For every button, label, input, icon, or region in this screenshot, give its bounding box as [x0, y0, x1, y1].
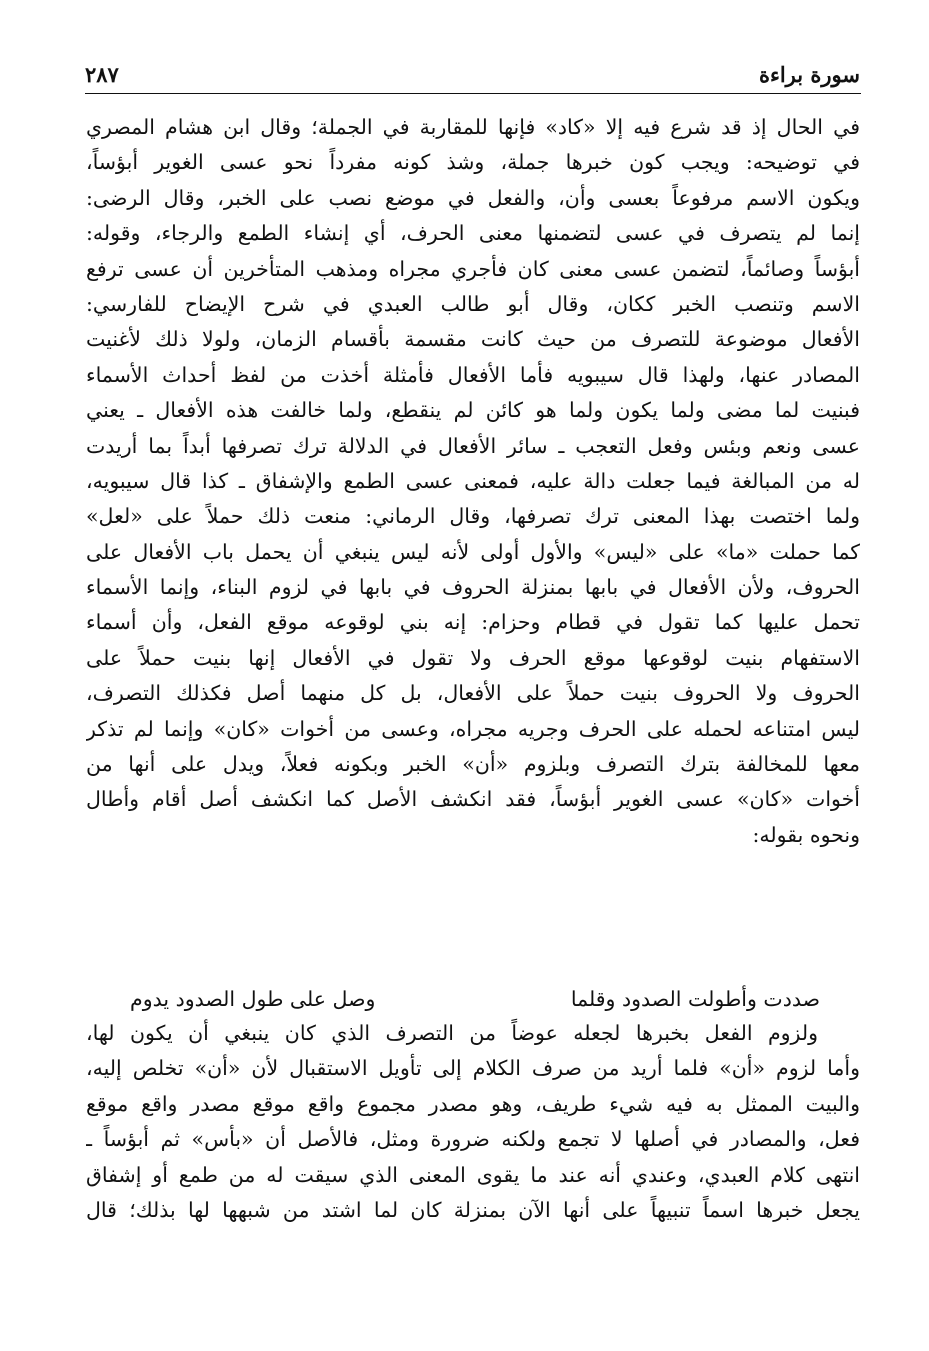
text-line: ولما اختصت بهذا المعنى ترك تصرفها، وقال الرماني: منعت ذلك حملاً على «لعل»: [86, 504, 860, 529]
text-line: الأفعال موضوعة للتصرف من حيث كانت مقسمة بأقسام الزمان، ولولا ذلك لأغنيت: [86, 327, 860, 352]
text-line: ونحوه بقوله:: [752, 822, 860, 847]
text-line: انتهى كلام العبدي، وعندي أنه عند ما يقوى المعنى الذي سيقت له من طمع أو إشفاق: [86, 1162, 860, 1187]
text-line: الحروف ولا الحروف بنيت حملاً على الأفعال، بل كل منهما أصل فكذلك التصرف،: [86, 681, 860, 706]
page-header: [85, 62, 860, 92]
running-title: سورة براءة: [758, 62, 860, 87]
text-line: فبنيت لما مضى ولما يكون ولما هو كائن لم ينقطع، ولما خالفت هذه الأفعال ـ يعني: [86, 398, 860, 423]
text-line: أبؤساً وصائماً، لتضمن عسى معنى كان فأجري مجراه ومذهب المتأخرين أن عسى ترفع: [86, 256, 860, 281]
verse-first-hemistich: صددت وأطولت الصدود وقلما: [570, 987, 820, 1011]
text-line: الحروف، ولأن الأفعال في بابها بمنزلة الحروف في بابها في لزوم البناء، وإنما الأسماء: [86, 575, 860, 600]
text-line: إنما لم يتصرف في عسى لتضمنها معنى الحرف، أي إنشاء الطمع والرجاء، وقوله:: [86, 221, 860, 246]
paragraph-2: [86, 1016, 860, 1228]
poetry-verse: [130, 981, 820, 1017]
text-line: المصادر عنها، ولهذا قال سيبويه فأما الأفعال فأمثلة أخذت من لفظ أحداث الأسماء: [86, 362, 860, 387]
text-line: في توضيحه: ويجب كون خبرها جملة، وشذ كونه مفرداً نحو عسى الغوير أبؤساً،: [86, 150, 860, 175]
text-line: في الحال إذ قد شرع فيه إلا «كاد» فإنها للمقاربة في الجملة؛ وقال ابن هشام المصري: [86, 115, 860, 139]
text-line: تحمل عليها كما تقول في قطام وحزام: إنه بني لوقوعه موقع الفعل، وأن أسماء: [86, 610, 860, 635]
text-line: والبيت الممثل به فيه شيء طريف، وهو مصدر مجموع واقع موقع مصدر واقع موقع: [86, 1091, 860, 1116]
text-line: فعل، والمصادر في أصلها لا تجمع ولكنه ضرورة ومثل، فالأصل أن «بأس» ثم أبؤساً ـ: [86, 1127, 860, 1152]
text-line: ليس امتناعه لحمله على الحرف وجريه مجراه، وعسى من أخوات «كان» وإنما لم تذكر: [86, 716, 860, 741]
text-line: الاستفهام بنيت لوقوعها موقع الحرف ولا تقول في الأفعال إنها بنيت حملاً على: [86, 645, 860, 670]
text-line: له من المبالغة فيما جعلت دالة عليه، فمعنى عسى الطمع والإشفاق ـ كذا قال سيبويه،: [86, 468, 860, 493]
page-number: ٢٨٧: [85, 62, 119, 87]
text-line: ولزوم الفعل بخبرها لجعله عوضاً من التصرف الذي كان ينبغي أن يكون لها،: [86, 1021, 818, 1045]
header-rule: [85, 93, 861, 94]
verse-second-hemistich: وصل على طول الصدود يدوم: [130, 987, 376, 1011]
text-line: عسى ونعم وبئس وفعل التعجب ـ سائر الأفعال في الدلالة ترك تصرفها أبداً بما أريدت: [86, 433, 860, 458]
text-line: أخوات «كان» عسى الغوير أبؤساً، فقد انكشف الأصل كما انكشف أصل أقام وأطال: [86, 787, 860, 812]
text-line: معها للمخالفة بترك التصرف وبلزوم «أن» الخبر وبكونه فعلاً، ويدل على أنها من: [86, 752, 860, 777]
text-line: كما حملت «ما» على «ليس» والأول أولى لأنه ليس ينبغي أن يحمل باب الأفعال على: [86, 539, 860, 564]
paragraph-1: [86, 110, 860, 853]
text-line: ويكون الاسم مرفوعاً بعسى وأن، والفعل في موضع نصب على الخبر، وقال الرضى:: [86, 185, 860, 210]
text-line: الاسم وتنصب الخبر ككان، وقال أبو طالب العبدي في شرح الإيضاح للفارسي:: [86, 291, 860, 316]
text-line: يجعل خبرها اسماً تنبيهاً على أنها الآن بمنزلة كان لما اشتد من شبهها لها بذلك؛ قال: [86, 1197, 860, 1222]
text-line: وأما لزوم «أن» فلما أريد من صرف الكلام إلى تأويل الاستقبال لأن «أن» تخلص إليه،: [86, 1056, 860, 1081]
